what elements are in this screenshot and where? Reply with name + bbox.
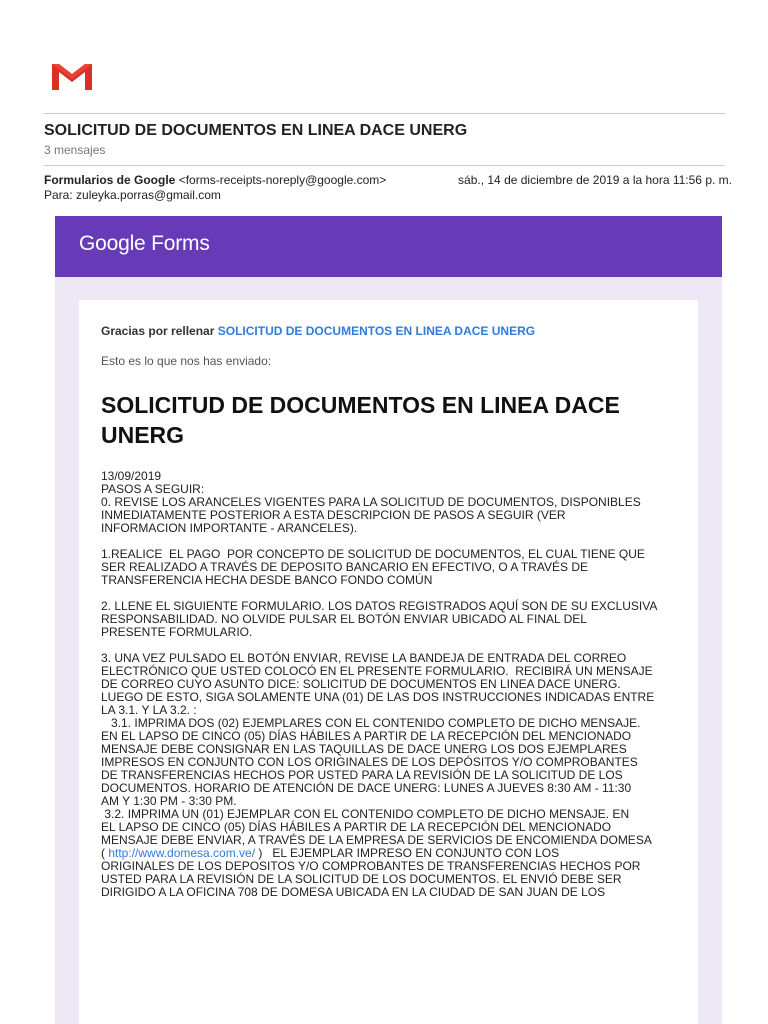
thanks-line (101, 324, 535, 338)
description-line: RESPONSABILIDAD. NO OLVIDE PULSAR EL BOTÓN ENVIAR UBICADO AL FINAL DEL (101, 612, 587, 626)
google-forms-logo: Google Forms (79, 232, 210, 255)
sent-label: Esto es lo que nos has enviado: (101, 354, 272, 368)
description-line: INFORMACION IMPORTANTE - ARANCELES). (101, 521, 358, 535)
description-line: 0. REVISE LOS ARANCELES VIGENTES PARA LA SOLICITUD DE DOCUMENTOS, DISPONIBLES (101, 495, 641, 509)
description-line: 13/09/2019 (101, 469, 162, 483)
email-subject: SOLICITUD DE DOCUMENTOS EN LINEA DACE UNERG (44, 122, 468, 139)
link-open-paren: ( (101, 846, 109, 860)
recipient-line: Para: zuleyka.porras@gmail.com (44, 188, 221, 202)
description-line: 3. UNA VEZ PULSADO EL BOTÓN ENVIAR, REVISE LA BANDEJA DE ENTRADA DEL CORREO (101, 651, 627, 665)
form-link[interactable]: SOLICITUD DE DOCUMENTOS EN LINEA DACE UNERG (217, 324, 536, 338)
description-line: LUEGO DE ESTO, SIGA SOLAMENTE UNA (01) DE LAS DOS INSTRUCCIONES INDICADAS ENTRE (101, 690, 655, 704)
receipt-card (79, 300, 698, 1024)
description-line: SER REALIZADO A TRAVÉS DE DEPOSITO BANCARIO EN EFECTIVO, O A TRAVÉS DE (101, 560, 589, 574)
sender-line (44, 173, 386, 187)
link-trailing-text: ) EL EJEMPLAR IMPRESO EN CONJUNTO CON LOS (255, 846, 560, 860)
description-line: EL LAPSO DE CINCO (05) DÍAS HÁBILES A PARTIR DE LA RECEPCIÓN DEL MENCIONADO (101, 820, 612, 834)
description-line: LA 3.1. Y LA 3.2. : (101, 703, 197, 717)
header-divider (44, 113, 725, 114)
description-line: MENSAJE DEBE ENVIAR, A TRAVÉS DE LA EMPRESA DE SERVICIOS DE ENCOMIENDA DOMESA (101, 833, 652, 847)
description-line: PRESENTE FORMULARIO. (101, 625, 253, 639)
thread-divider (44, 165, 725, 166)
description-line: AM Y 1:30 PM - 3:30 PM. (101, 794, 237, 808)
sender-email: <forms-receipts-noreply@google.com> (178, 173, 387, 187)
description-line: DE TRANSFERENCIAS HECHOS POR USTED PARA LA REVISIÓN DE LA SOLICITUD DE LOS (101, 768, 623, 782)
description-line: INMEDIATAMENTE POSTERIOR A ESTA DESCRIPCION DE PASOS A SEGUIR (VER (101, 508, 566, 522)
thanks-label: Gracias por rellenar (101, 324, 215, 338)
description-line: DE CORREO CUYO ASUNTO DICE: SOLICITUD DE DOCUMENTOS EN LINEA DACE UNERG. (101, 677, 621, 691)
description-line: TRANSFERENCIA HECHA DESDE BANCO FONDO COMÚN (101, 573, 433, 587)
form-description (101, 470, 681, 899)
description-line: DIRIGIDO A LA OFICINA 708 DE DOMESA UBICADA EN LA CIUDAD DE SAN JUAN DE LOS (101, 885, 606, 899)
google-forms-banner (55, 216, 722, 277)
description-line: ELECTRÓNICO QUE USTED COLOCÓ EN EL PRESENTE FORMULARIO. RECIBIRÁ UN MENSAJE (101, 664, 653, 678)
sender-name: Formularios de Google (44, 173, 176, 187)
description-line: MENSAJE DEBE CONSIGNAR EN LAS TAQUILLAS DE DACE UNERG LOS DOS EJEMPLARES (101, 742, 627, 756)
description-line: IMPRESOS EN CONJUNTO CON LOS ORIGINALES DE LOS DEPÓSITOS Y/O COMPROBANTES (101, 755, 638, 769)
gmail-logo-icon (50, 58, 94, 92)
description-line: USTED PARA LA REVISIÓN DE LA SOLICITUD DE LOS DOCUMENTOS. EL ENVIÓ DEBE SER (101, 872, 622, 886)
form-title: SOLICITUD DE DOCUMENTOS EN LINEA DACE UNERG (101, 392, 620, 448)
description-line: PASOS A SEGUIR: (101, 482, 205, 496)
domesa-link[interactable]: http://www.domesa.com.ve/ (108, 846, 256, 860)
message-count: 3 mensajes (44, 143, 106, 157)
description-line: 3.1. IMPRIMA DOS (02) EJEMPLARES CON EL CONTENIDO COMPLETO DE DICHO MENSAJE. (101, 716, 641, 730)
description-line: 2. LLENE EL SIGUIENTE FORMULARIO. LOS DATOS REGISTRADOS AQUÍ SON DE SU EXCLUSIVA (101, 599, 658, 613)
message-date: sáb., 14 de diciembre de 2019 a la hora 11:56 p. m. (458, 173, 732, 187)
description-line: ORIGINALES DE LOS DEPOSITOS Y/O COMPROBANTES DE TRANSFERENCIAS HECHOS POR (101, 859, 641, 873)
description-line: EN EL LAPSO DE CINCO (05) DÍAS HÁBILES A PARTIR DE LA RECEPCIÓN DEL MENCIONADO (101, 729, 632, 743)
description-line: DOCUMENTOS. HORARIO DE ATENCIÓN DE DACE UNERG: LUNES A JUEVES 8:30 AM - 11:30 (101, 781, 632, 795)
description-line: 1.REALICE EL PAGO POR CONCEPTO DE SOLICITUD DE DOCUMENTOS, EL CUAL TIENE QUE (101, 547, 645, 561)
description-line: 3.2. IMPRIMA UN (01) EJEMPLAR CON EL CONTENIDO COMPLETO DE DICHO MENSAJE. EN (101, 807, 630, 821)
